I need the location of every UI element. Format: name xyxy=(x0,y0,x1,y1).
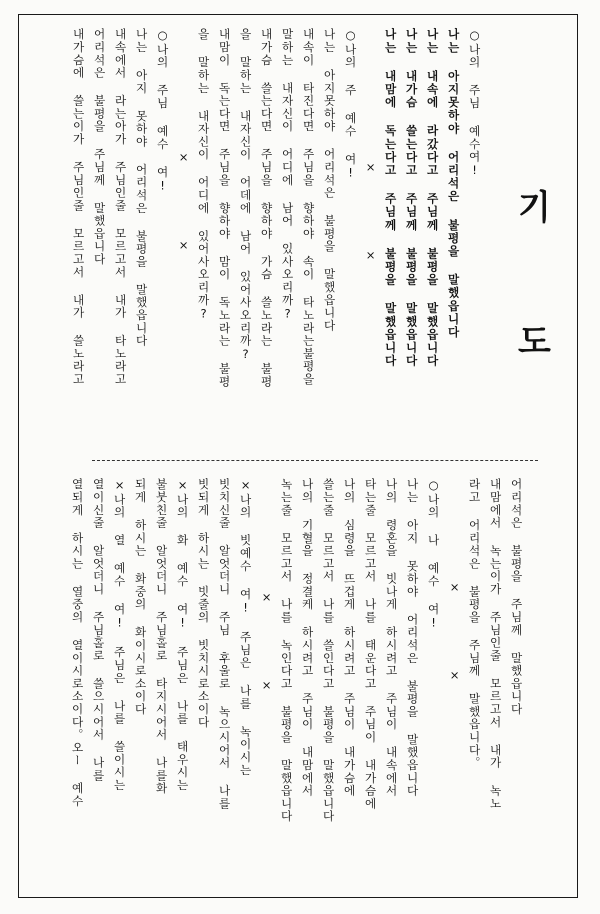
lower-line-19: 열이신줄 알엇더니 주님홀로 쓸으시어서 나를 xyxy=(91,478,106,782)
upper-line-9: 말하는 내자신이 어디에 남어 있사오리까? xyxy=(280,28,295,322)
upper-line-11: 을 말하는 내자신이 어데에 남어 있어사오리까? xyxy=(238,28,253,363)
upper-separator-2: × × xyxy=(176,150,191,282)
upper-line-18: 내가슴에 쓸는이가 주님인줄 모르고서 내가 쓸노라고 xyxy=(71,28,86,386)
upper-line-1: ○나의 주님 예수여! xyxy=(467,28,482,179)
lower-line-4: ○나의 나 예수 여! xyxy=(426,478,441,631)
lower-line-3: 라고 어리석은 불평을 주님께 말했읍니다。 xyxy=(467,478,482,770)
upper-separator-1: × × xyxy=(363,160,378,292)
title-char-1: 기 xyxy=(518,188,551,228)
title-char-2: 도 xyxy=(518,322,551,362)
upper-line-14: ○나의 주님 예수 여! xyxy=(155,28,170,194)
upper-line-8: 내속이 타진다면 주님을 향하야 속이 타노라는불평을 xyxy=(301,28,316,386)
lower-line-16: 불붓친줄 알엇더니 주님홀로 타지시어서 나를화 xyxy=(154,478,169,795)
upper-line-2: 나는 아지못하야 어리석은 불평을 말했읍니다 xyxy=(446,28,461,339)
lower-line-10: 나의 기혈을 정결케 하시려고 주님이 내맘에서 xyxy=(300,478,315,798)
lower-line-7: 타는줄 모르고서 나를 태운다고 주님이 내가슴에 xyxy=(363,478,378,810)
upper-line-3: 나는 내속에 라갔다고 주님께 불평을 말했읍니다 xyxy=(425,28,440,368)
upper-line-16: 내속에서 라는아가 주님인줄 모르고서 내가 타노라고 xyxy=(113,28,128,386)
lower-line-20: 열되게 하시는 열중의 열이시로소이다。오ー 예수 xyxy=(70,478,85,808)
lower-separator-1: × × xyxy=(447,580,462,712)
lower-line-1: 어리석은 불평을 주님께 말했읍니다 xyxy=(509,478,524,716)
lower-line-12: ×나의 빗예수 여! 주님은 나를 녹이시는 xyxy=(238,478,253,777)
section-divider xyxy=(92,460,538,461)
upper-line-6: ○나의 주 예수 여! xyxy=(343,28,358,181)
lower-line-2: 내맘에서 녹는이가 주님인줄 모르고서 내가 녹노 xyxy=(488,478,503,810)
upper-line-4: 나는 내가슴 쓸는다고 주님께 불평을 말했읍니다 xyxy=(404,28,419,368)
upper-line-13: 을 말하는 내자신이 어디에 있어사오리까? xyxy=(196,28,211,322)
upper-line-12: 내맘이 독는다면 주님을 향하야 맘이 독노라는 불평 xyxy=(217,28,232,388)
upper-line-7: 나는 아지못하야 어리석은 불평을 말했읍니다 xyxy=(322,28,337,332)
upper-line-15: 나는 아지 못하야 어리석은 불평을 말했읍니다 xyxy=(134,28,149,348)
lower-line-6: 나의 령혼을 빗나게 하시려고 주님이 내속에서 xyxy=(384,478,399,798)
lower-line-5: 나는 아지 못하야 어리석은 불평을 말했읍니다 xyxy=(405,478,420,798)
lower-line-17: 되게 하시는 화중의 화이시로소이다 xyxy=(133,478,148,716)
lower-line-18: ×나의 열 예수 여! 주님은 나를 쓸이시는 xyxy=(112,478,127,792)
lower-line-11: 녹는줄 모르고서 나를 녹인다고 불평을 말했읍니다 xyxy=(279,478,294,823)
upper-line-17: 어리석은 불평을 주님께 말했읍니다 xyxy=(92,28,107,266)
lower-line-15: ×나의 화 예수 여! 주님은 나를 태우시는 xyxy=(175,478,190,792)
lower-line-9: 쓸는줄 모르고서 나를 쓸인다고 불평을 말했읍니다 xyxy=(321,478,336,823)
lower-line-13: 빗치신줄 알엇더니 주님 후울로 녹으시어서 나를 xyxy=(217,478,232,810)
upper-line-10: 내가슴 쓸는다면 주님을 향하야 가슴 쓸노라는 불평 xyxy=(259,28,274,388)
upper-line-5: 나는 내맘에 독는다고 주님께 불평을 말했읍니다 xyxy=(383,28,398,368)
lower-line-14: 빗되게 하시는 빗줄의 빗치시로소이다 xyxy=(196,478,211,729)
lower-line-8: 나의 심령을 뜨겁게 하시려고 주님이 내가슴에 xyxy=(342,478,357,798)
lower-separator-2: × × xyxy=(259,590,274,722)
